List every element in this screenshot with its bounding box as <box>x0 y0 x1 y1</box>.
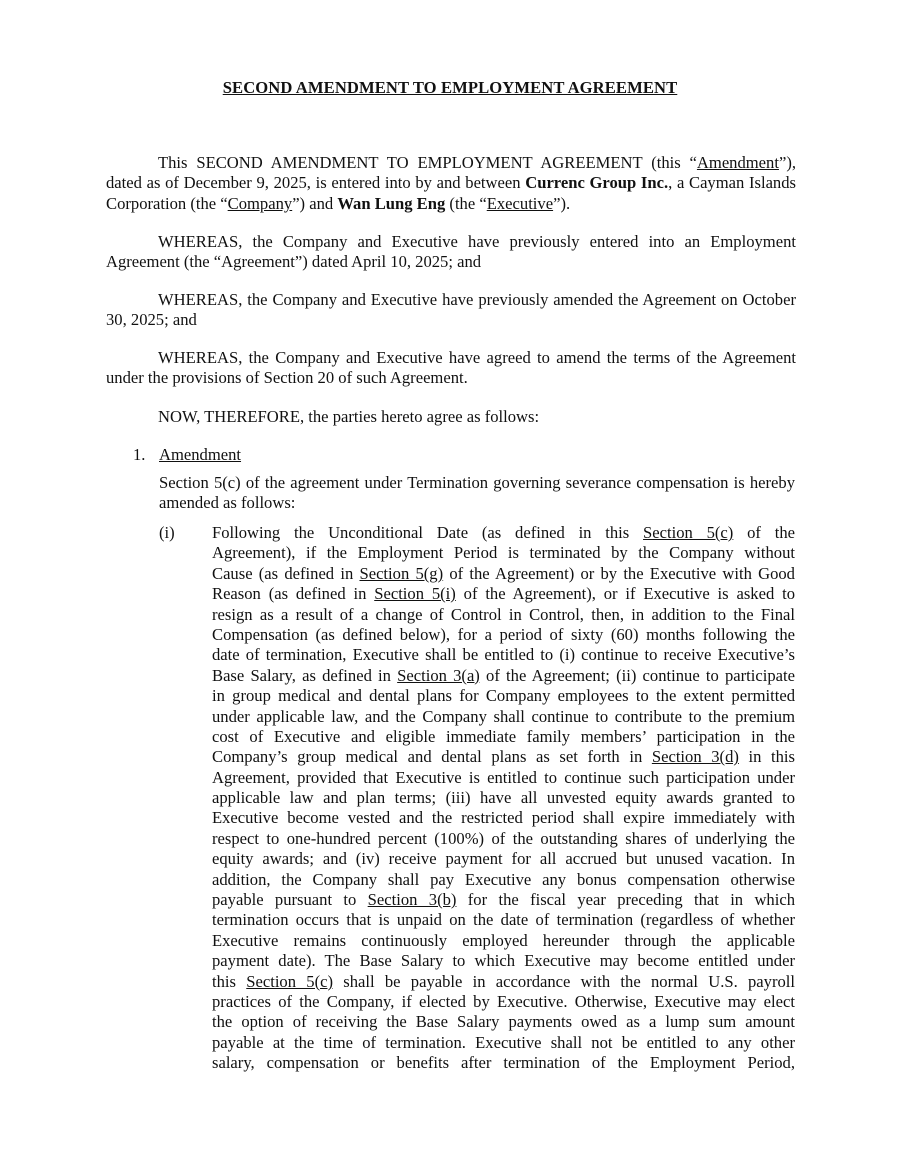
item-i-line <box>212 584 795 604</box>
item-i-text: resign as a result of a change of Control in Control, then, in addition to the Final <box>212 604 795 624</box>
item-i-text: of the <box>733 523 795 542</box>
item-i-text: Reason (as defined in <box>212 584 375 604</box>
item-i-text: under applicable law, and the Company shall continue to contribute to the premium <box>212 706 795 726</box>
intro-text-1: This SECOND AMENDMENT TO EMPLOYMENT AGREEMENT (this “ <box>158 153 697 172</box>
item-i-text: the option of receiving the Base Salary payments owed as a lump sum amount <box>212 1012 795 1032</box>
item-i-text: payable pursuant to <box>212 890 368 910</box>
item-i-text: Company’s group medical and dental plans as set forth in <box>212 747 652 767</box>
item-i-line <box>212 992 795 1012</box>
item-i-number: (i) <box>159 523 175 542</box>
item-i-text: Executive become vested and the restricted period shall expire immediately with <box>212 808 795 828</box>
item-i-text: for the fiscal year preceding that in which <box>456 890 795 910</box>
company-name: Currenc Group Inc. <box>525 173 669 193</box>
item-i-text: payable at the time of termination. Executive shall not be entitled to any other <box>212 1032 795 1052</box>
intro-text-2: ”), dated as of December 9, 2025, is entered into by and between <box>106 153 796 193</box>
item-i-text: Following the Unconditional Date (as defined in this <box>212 523 644 542</box>
item-i-line <box>212 707 795 727</box>
item-i-line <box>212 890 795 910</box>
intro-paragraph <box>106 153 796 214</box>
item-i-text: this <box>212 971 247 991</box>
item-i-text: of the Agreement; (ii) continue to participate <box>479 665 796 685</box>
item-i-line <box>212 931 795 951</box>
item-i-text: termination occurs that is unpaid on the date of termination (regardless of whether <box>212 910 795 930</box>
item-i-body <box>212 523 795 1074</box>
company-term: Company <box>227 193 293 213</box>
item-i-text: Agreement), if the Employment Period is terminated by the Company without <box>212 543 795 563</box>
intro-text-4: ”) and <box>292 193 338 213</box>
executive-name: Wan Lung Eng <box>337 193 446 213</box>
item-i-line <box>212 1012 795 1032</box>
item-i-line <box>212 972 795 992</box>
item-i-line <box>212 788 795 808</box>
item-i-text: in group medical and dental plans for Company employees to the extent permitted <box>212 686 795 706</box>
item-i-text: applicable law and plan terms; (iii) have all unvested equity awards granted to <box>212 788 795 808</box>
item-i-text: in this <box>738 747 795 767</box>
section-reference: Section 3(b) <box>367 890 457 910</box>
item-i-text: Agreement, provided that Executive is entitled to continue such participation under <box>212 767 795 787</box>
item-i-line <box>212 808 795 828</box>
item-i-text: equity awards; and (iv) receive payment for all accrued but unused vacation. In <box>212 849 795 869</box>
item-i-text: date of termination, Executive shall be entitled to (i) continue to receive Executive’s <box>212 645 795 665</box>
item-i-line <box>212 870 795 890</box>
item-i-text: of the Agreement), or if Executive is asked to <box>455 584 795 604</box>
item-i-line <box>212 1033 795 1053</box>
item-i-line <box>212 768 795 788</box>
section-reference: Section 5(g) <box>359 563 444 583</box>
item-i-text: Base Salary, as defined in <box>212 665 398 685</box>
item-i-line <box>212 1053 795 1073</box>
item-i-line <box>212 951 795 971</box>
item-i-text: payment date). The Base Salary to which Executive may become entitled under <box>212 951 795 971</box>
section-reference: Section 3(d) <box>651 747 739 767</box>
whereas-paragraph-1: WHEREAS, the Company and Executive have previously entered into an Employment Agreement (the “Agreement”) dated April 10, 2025; and <box>106 232 796 272</box>
section-1-text: Section 5(c) of the agreement under Termination governing severance compensation is hereby amended as follows: <box>159 473 795 513</box>
intro-text-6: ”). <box>553 193 571 213</box>
document-title: SECOND AMENDMENT TO EMPLOYMENT AGREEMENT <box>222 78 678 97</box>
executive-term: Executive <box>486 193 554 213</box>
item-i-line <box>212 543 795 563</box>
item-i-text: Executive remains continuously employed hereunder through the applicable <box>212 930 795 950</box>
item-i-text: respect to one-hundred percent (100%) of the outstanding shares of underlying the <box>212 828 795 848</box>
whereas-paragraph-2: WHEREAS, the Company and Executive have previously amended the Agreement on October 30, 2025; and <box>106 290 796 330</box>
item-i-line <box>212 747 795 767</box>
item-i-line <box>212 625 795 645</box>
intro-text-5: (the “ <box>445 193 487 213</box>
section-reference: Section 5(c) <box>246 971 333 991</box>
section-1-number: 1. <box>133 445 146 464</box>
item-i-line <box>212 910 795 930</box>
amendment-term: Amendment <box>696 153 779 172</box>
item-i-line <box>212 829 795 849</box>
item-i-text: shall be payable in accordance with the normal U.S. payroll <box>333 971 796 991</box>
section-reference: Section 5(i) <box>374 584 456 604</box>
now-therefore-paragraph: NOW, THEREFORE, the parties hereto agree as follows: <box>158 407 540 426</box>
item-i-text: cost of Executive and eligible immediate family members’ participation in the <box>212 726 795 746</box>
item-i-line <box>212 727 795 747</box>
item-i-text: of the Agreement) or by the Executive with Good <box>443 563 795 583</box>
item-i-line <box>212 645 795 665</box>
item-i-text: practices of the Company, if elected by Executive. Otherwise, Executive may elect <box>212 991 795 1011</box>
item-i-line <box>212 666 795 686</box>
whereas-paragraph-3: WHEREAS, the Company and Executive have agreed to amend the terms of the Agreement under the provisions of Section 20 of such Agreement. <box>106 348 796 388</box>
section-reference: Section 3(a) <box>397 665 480 685</box>
intro-text-3: , a Cayman Islands Corporation (the “ <box>106 173 796 213</box>
item-i-line <box>212 686 795 706</box>
item-i-line <box>212 564 795 584</box>
section-reference: Section 5(c) <box>643 523 734 542</box>
section-1-heading: Amendment <box>159 445 242 464</box>
item-i-line <box>212 849 795 869</box>
item-i-text: salary, compensation or benefits after termination of the Employment Period, <box>212 1053 795 1073</box>
item-i-line <box>212 523 795 543</box>
item-i-line <box>212 605 795 625</box>
item-i-text: addition, the Company shall pay Executive any bonus compensation otherwise <box>212 869 795 889</box>
item-i-text: Compensation (as defined below), for a period of sixty (60) months following the <box>212 624 795 644</box>
item-i-text: Cause (as defined in <box>212 563 360 583</box>
